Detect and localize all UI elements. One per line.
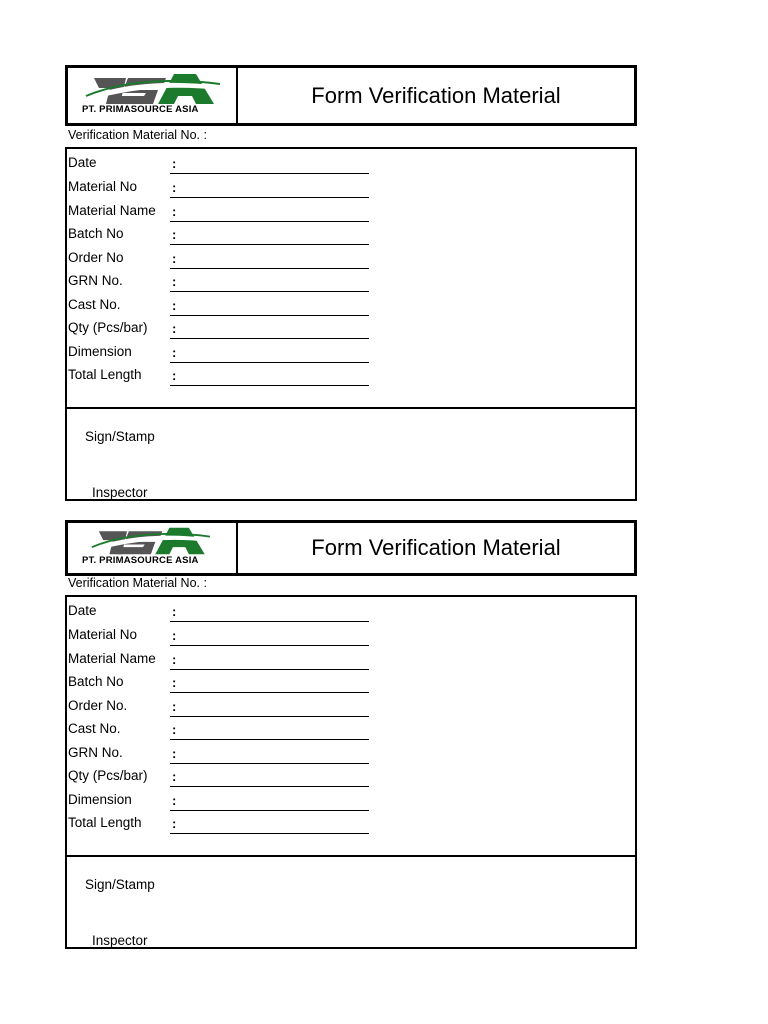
field-colon: :	[172, 274, 177, 289]
field-colon: :	[172, 793, 177, 808]
field-label: Date	[68, 603, 97, 618]
field-label: Material No	[68, 179, 138, 194]
field-batch-no	[67, 222, 377, 244]
field-colon: :	[172, 722, 177, 737]
inspector-label: Inspector	[92, 933, 148, 948]
field-input-line[interactable]	[170, 385, 369, 386]
field-label: Cast No.	[68, 721, 121, 736]
field-colon: :	[172, 769, 177, 784]
field-list	[67, 149, 635, 409]
form-title: Form Verification Material	[311, 535, 561, 560]
field-label: GRN No.	[68, 273, 123, 288]
field-input-line[interactable]	[170, 291, 369, 292]
field-label: Qty (Pcs/bar)	[68, 320, 148, 335]
field-label: Dimension	[68, 792, 132, 807]
form-title: Form Verification Material	[311, 82, 561, 108]
field-colon: :	[172, 628, 177, 643]
field-dimension	[67, 788, 377, 810]
field-colon: :	[172, 675, 177, 690]
field-qty	[67, 316, 377, 338]
field-colon: :	[172, 699, 177, 714]
field-input-line[interactable]	[170, 833, 369, 834]
field-cast-no	[67, 717, 377, 739]
field-input-line[interactable]	[170, 173, 369, 174]
sign-area[interactable]	[67, 409, 635, 501]
form-body	[65, 595, 637, 949]
field-label: Batch No	[68, 226, 124, 241]
verification-form	[65, 520, 637, 948]
field-order-no	[67, 694, 377, 716]
field-material-no	[67, 623, 377, 645]
field-colon: :	[172, 652, 177, 667]
psa-logo	[84, 72, 220, 106]
company-name: PT. PRIMASOURCE ASIA	[82, 555, 199, 566]
form-header	[65, 520, 637, 576]
sign-stamp-label: Sign/Stamp	[85, 429, 155, 444]
field-label: Total Length	[68, 367, 142, 382]
field-input-line[interactable]	[170, 621, 369, 622]
field-colon: :	[172, 368, 177, 383]
logo-cell	[68, 68, 238, 123]
field-input-line[interactable]	[170, 244, 369, 245]
field-grn-no	[67, 269, 377, 291]
field-grn-no	[67, 741, 377, 763]
field-material-no	[67, 175, 377, 197]
field-dimension	[67, 340, 377, 362]
field-label: Order No.	[68, 698, 128, 713]
field-label: Date	[68, 155, 97, 170]
field-colon: :	[172, 746, 177, 761]
field-label: Order No	[68, 250, 124, 265]
field-colon: :	[172, 180, 177, 195]
field-input-line[interactable]	[170, 739, 369, 740]
field-input-line[interactable]	[170, 692, 369, 693]
field-label: Material No	[68, 627, 138, 642]
logo-cell	[68, 523, 238, 573]
form-body	[65, 147, 637, 501]
field-colon: :	[172, 345, 177, 360]
field-colon: :	[172, 156, 177, 171]
field-input-line[interactable]	[170, 645, 369, 646]
field-label: Material Name	[68, 203, 156, 218]
verification-no-label: Verification Material No. :	[68, 576, 207, 590]
field-material-name	[67, 199, 377, 221]
field-cast-no	[67, 293, 377, 315]
inspector-label: Inspector	[92, 485, 148, 500]
field-label: Batch No	[68, 674, 124, 689]
field-total-length	[67, 811, 377, 833]
company-name: PT. PRIMASOURCE ASIA	[82, 104, 199, 115]
verification-no-label: Verification Material No. :	[68, 128, 207, 142]
field-list	[67, 597, 635, 857]
field-colon: :	[172, 227, 177, 242]
field-label: Total Length	[68, 815, 142, 830]
field-qty	[67, 764, 377, 786]
field-label: Material Name	[68, 651, 156, 666]
sign-stamp-label: Sign/Stamp	[85, 877, 155, 892]
field-order-no	[67, 246, 377, 268]
form-header	[65, 65, 637, 126]
field-label: Qty (Pcs/bar)	[68, 768, 148, 783]
field-colon: :	[172, 298, 177, 313]
field-colon: :	[172, 204, 177, 219]
psa-logo	[82, 526, 218, 556]
verification-form	[65, 65, 637, 500]
field-date	[67, 599, 377, 621]
field-input-line[interactable]	[170, 786, 369, 787]
field-batch-no	[67, 670, 377, 692]
field-total-length	[67, 363, 377, 385]
field-colon: :	[172, 604, 177, 619]
field-label: GRN No.	[68, 745, 123, 760]
sign-area[interactable]	[67, 857, 635, 949]
field-colon: :	[172, 251, 177, 266]
field-input-line[interactable]	[170, 197, 369, 198]
field-label: Cast No.	[68, 297, 121, 312]
field-input-line[interactable]	[170, 338, 369, 339]
field-colon: :	[172, 321, 177, 336]
field-material-name	[67, 647, 377, 669]
field-label: Dimension	[68, 344, 132, 359]
field-colon: :	[172, 816, 177, 831]
field-date	[67, 151, 377, 173]
